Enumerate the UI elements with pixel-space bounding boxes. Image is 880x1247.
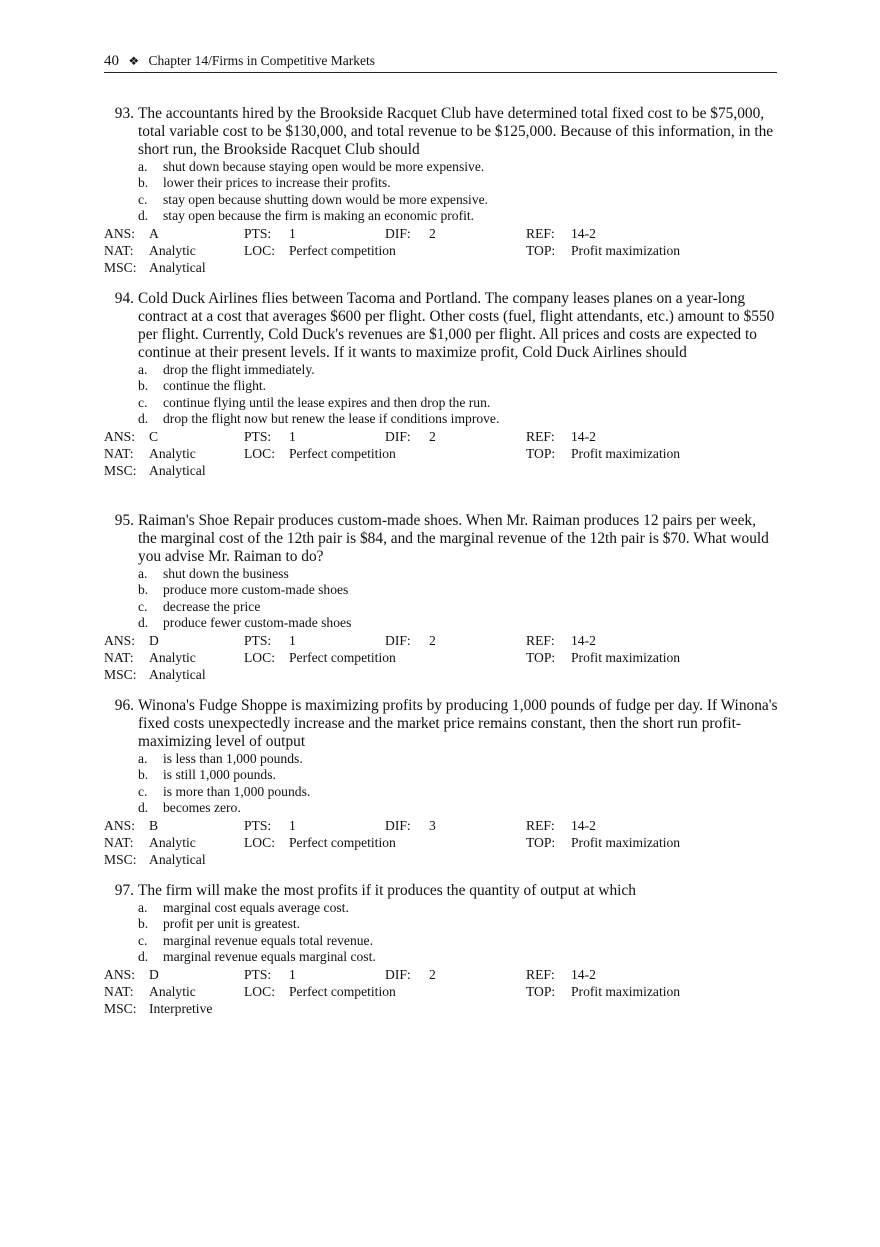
- answer-meta-row: [104, 632, 778, 649]
- choice-text: produce more custom-made shoes: [163, 582, 349, 598]
- dif-value: 2: [429, 225, 436, 241]
- pts-value: 1: [289, 966, 296, 982]
- choice-c: [138, 395, 778, 411]
- pts-label: PTS:: [244, 225, 272, 241]
- pts-value: 1: [289, 225, 296, 241]
- choice-a: [138, 900, 778, 916]
- pts-label: PTS:: [244, 632, 272, 648]
- choice-letter: a.: [138, 900, 148, 915]
- question-stem: [104, 697, 778, 751]
- top-value: Profit maximization: [571, 834, 681, 850]
- question-97: [104, 882, 778, 1017]
- choice-text: continue the flight.: [163, 378, 267, 394]
- msc-meta-row: [104, 851, 778, 868]
- msc-meta-row: [104, 259, 778, 276]
- answer-choices: [138, 751, 778, 817]
- nat-value: Analytic: [149, 445, 196, 461]
- choice-text: profit per unit is greatest.: [163, 916, 301, 932]
- pts-value: 1: [289, 632, 296, 648]
- dif-value: 2: [429, 428, 436, 444]
- choice-letter: c.: [138, 783, 148, 799]
- question-text: The accountants hired by the Brookside Racquet Club have determined total fixed cost to be $75,000, total variable cost to be $130,000, and total revenue to be $125,000. Because of this information, in the short run, the Brookside Racquet Club should: [138, 105, 774, 158]
- choice-text: is more than 1,000 pounds.: [163, 783, 311, 799]
- choice-text: stay open because shutting down would be more expensive.: [163, 191, 489, 207]
- question-text: Winona's Fudge Shoppe is maximizing profits by producing 1,000 pounds of fudge per day. If Winona's fixed costs unexpectedly increase and the market price remains constant, then the short run profit-maximizing level of output: [138, 697, 778, 750]
- dif-label: DIF:: [385, 817, 411, 833]
- choice-d: [138, 615, 778, 631]
- choice-text: is less than 1,000 pounds.: [163, 751, 303, 766]
- choice-letter: b.: [138, 767, 149, 783]
- choice-text: marginal cost equals average cost.: [163, 900, 349, 915]
- choice-text: becomes zero.: [163, 800, 241, 816]
- nat-label: NAT:: [104, 649, 134, 665]
- pts-label: PTS:: [244, 428, 272, 444]
- choice-text: marginal revenue equals total revenue.: [163, 932, 373, 948]
- choice-letter: c.: [138, 394, 148, 410]
- msc-meta-row: [104, 666, 778, 683]
- loc-value: Perfect competition: [289, 983, 396, 999]
- ref-value: 14-2: [571, 428, 596, 444]
- classification-meta-row: [104, 983, 778, 1000]
- nat-value: Analytic: [149, 242, 196, 258]
- choice-c: [138, 192, 778, 208]
- choice-d: [138, 208, 778, 224]
- loc-value: Perfect competition: [289, 445, 396, 461]
- question-stem: [104, 105, 778, 159]
- nat-value: Analytic: [149, 983, 196, 999]
- question-number: 95.: [114, 512, 134, 529]
- choice-a: [138, 159, 778, 175]
- choice-letter: d.: [138, 615, 149, 631]
- page-header: [104, 52, 777, 73]
- page-number: 40: [104, 53, 119, 69]
- ref-value: 14-2: [571, 632, 596, 648]
- msc-value: Analytical: [149, 462, 206, 478]
- msc-value: Analytical: [149, 851, 206, 867]
- ans-label: ANS:: [104, 225, 135, 241]
- diamond-separator-icon: ❖: [128, 54, 140, 68]
- answer-choices: [138, 159, 778, 225]
- msc-label: MSC:: [104, 1000, 137, 1016]
- choice-letter: b.: [138, 175, 149, 191]
- choice-text: drop the flight immediately.: [163, 362, 315, 377]
- answer-meta-row: [104, 966, 778, 983]
- dif-label: DIF:: [385, 966, 411, 982]
- question-text: The firm will make the most profits if it produces the quantity of output at which: [138, 882, 636, 899]
- choice-letter: d.: [138, 208, 149, 224]
- choice-letter: b.: [138, 378, 149, 394]
- choice-d: [138, 411, 778, 427]
- ans-label: ANS:: [104, 428, 135, 444]
- dif-label: DIF:: [385, 225, 411, 241]
- choice-text: continue flying until the lease expires and then drop the run.: [163, 394, 491, 410]
- question-94: [104, 290, 778, 479]
- question-text: Cold Duck Airlines flies between Tacoma and Portland. The company leases planes on a year-long contract at a cost that averages $600 per flight. Other costs (fuel, flight attendants, etc.) amount to $550 per flight. Currently, Cold Duck's revenues are $1,000 per flight. All prices and costs are expected to continue at their present levels. If it wants to maximize profit, Cold Duck Airlines should: [138, 290, 775, 361]
- msc-value: Analytical: [149, 666, 206, 682]
- ans-value: C: [149, 428, 159, 444]
- answer-choices: [138, 900, 778, 966]
- choice-letter: a.: [138, 362, 148, 377]
- msc-value: Interpretive: [149, 1000, 213, 1016]
- top-value: Profit maximization: [571, 445, 681, 461]
- choice-letter: a.: [138, 751, 148, 766]
- loc-value: Perfect competition: [289, 834, 396, 850]
- question-number: 94.: [114, 290, 134, 307]
- question-96: [104, 697, 778, 868]
- answer-meta-row: [104, 817, 778, 834]
- choice-text: lower their prices to increase their profits.: [163, 175, 391, 191]
- choice-b: [138, 582, 778, 598]
- pts-value: 1: [289, 817, 296, 833]
- choice-text: shut down the business: [163, 566, 289, 581]
- nat-value: Analytic: [149, 834, 196, 850]
- dif-label: DIF:: [385, 632, 411, 648]
- choice-text: produce fewer custom-made shoes: [163, 615, 352, 631]
- classification-meta-row: [104, 445, 778, 462]
- choice-text: drop the flight now but renew the lease if conditions improve.: [163, 411, 500, 427]
- nat-label: NAT:: [104, 983, 134, 999]
- ref-value: 14-2: [571, 225, 596, 241]
- choice-text: stay open because the firm is making an economic profit.: [163, 208, 475, 224]
- classification-meta-row: [104, 834, 778, 851]
- question-stem: [104, 882, 778, 900]
- ref-value: 14-2: [571, 966, 596, 982]
- choice-text: shut down because staying open would be more expensive.: [163, 159, 485, 174]
- ans-label: ANS:: [104, 817, 135, 833]
- top-value: Profit maximization: [571, 242, 681, 258]
- choice-letter: b.: [138, 582, 149, 598]
- msc-label: MSC:: [104, 666, 137, 682]
- top-label: TOP:: [526, 834, 556, 850]
- top-value: Profit maximization: [571, 649, 681, 665]
- choice-c: [138, 933, 778, 949]
- question-number: 93.: [114, 105, 134, 122]
- ref-label: REF:: [526, 966, 555, 982]
- choice-d: [138, 949, 778, 965]
- choice-text: decrease the price: [163, 598, 261, 614]
- choice-letter: a.: [138, 159, 148, 174]
- pts-label: PTS:: [244, 817, 272, 833]
- question-95: [104, 512, 778, 683]
- msc-value: Analytical: [149, 259, 206, 275]
- question-stem: [104, 290, 778, 362]
- choice-letter: c.: [138, 191, 148, 207]
- top-label: TOP:: [526, 242, 556, 258]
- choice-b: [138, 767, 778, 783]
- top-label: TOP:: [526, 983, 556, 999]
- choice-letter: d.: [138, 949, 149, 965]
- nat-label: NAT:: [104, 242, 134, 258]
- ans-value: A: [149, 225, 159, 241]
- choice-letter: c.: [138, 598, 148, 614]
- loc-label: LOC:: [244, 983, 275, 999]
- choice-letter: d.: [138, 800, 149, 816]
- choice-text: is still 1,000 pounds.: [163, 767, 276, 783]
- msc-label: MSC:: [104, 462, 137, 478]
- dif-value: 2: [429, 632, 436, 648]
- dif-label: DIF:: [385, 428, 411, 444]
- top-value: Profit maximization: [571, 983, 681, 999]
- ref-label: REF:: [526, 817, 555, 833]
- loc-value: Perfect competition: [289, 242, 396, 258]
- choice-b: [138, 378, 778, 394]
- choice-letter: d.: [138, 411, 149, 427]
- answer-choices: [138, 362, 778, 428]
- question-text: Raiman's Shoe Repair produces custom-made shoes. When Mr. Raiman produces 12 pairs per week, the marginal cost of the 12th pair is $84, and the marginal revenue of the 12th pair is $70. What would you advise Mr. Raiman to do?: [138, 512, 769, 565]
- loc-value: Perfect competition: [289, 649, 396, 665]
- ans-value: B: [149, 817, 159, 833]
- classification-meta-row: [104, 242, 778, 259]
- ref-label: REF:: [526, 225, 555, 241]
- top-label: TOP:: [526, 649, 556, 665]
- dif-value: 2: [429, 966, 436, 982]
- choice-letter: c.: [138, 932, 148, 948]
- answer-meta-row: [104, 428, 778, 445]
- classification-meta-row: [104, 649, 778, 666]
- choice-a: [138, 566, 778, 582]
- ans-label: ANS:: [104, 632, 135, 648]
- top-label: TOP:: [526, 445, 556, 461]
- msc-label: MSC:: [104, 851, 137, 867]
- choice-b: [138, 175, 778, 191]
- choice-a: [138, 751, 778, 767]
- question-number: 96.: [114, 697, 134, 714]
- question-number: 97.: [114, 882, 134, 899]
- pts-value: 1: [289, 428, 296, 444]
- loc-label: LOC:: [244, 242, 275, 258]
- choice-a: [138, 362, 778, 378]
- ref-value: 14-2: [571, 817, 596, 833]
- loc-label: LOC:: [244, 445, 275, 461]
- dif-value: 3: [429, 817, 436, 833]
- answer-choices: [138, 566, 778, 632]
- choice-letter: b.: [138, 916, 149, 932]
- nat-value: Analytic: [149, 649, 196, 665]
- nat-label: NAT:: [104, 445, 134, 461]
- question-93: [104, 105, 778, 276]
- choice-d: [138, 800, 778, 816]
- choice-c: [138, 599, 778, 615]
- choice-letter: a.: [138, 566, 148, 581]
- msc-meta-row: [104, 462, 778, 479]
- answer-meta-row: [104, 225, 778, 242]
- ans-label: ANS:: [104, 966, 135, 982]
- pts-label: PTS:: [244, 966, 272, 982]
- choice-text: marginal revenue equals marginal cost.: [163, 949, 376, 965]
- msc-meta-row: [104, 1000, 778, 1017]
- choice-b: [138, 916, 778, 932]
- ref-label: REF:: [526, 428, 555, 444]
- loc-label: LOC:: [244, 649, 275, 665]
- ans-value: D: [149, 966, 159, 982]
- loc-label: LOC:: [244, 834, 275, 850]
- ref-label: REF:: [526, 632, 555, 648]
- ans-value: D: [149, 632, 159, 648]
- choice-c: [138, 784, 778, 800]
- chapter-title: Chapter 14/Firms in Competitive Markets: [148, 53, 375, 68]
- msc-label: MSC:: [104, 259, 137, 275]
- question-stem: [104, 512, 778, 566]
- nat-label: NAT:: [104, 834, 134, 850]
